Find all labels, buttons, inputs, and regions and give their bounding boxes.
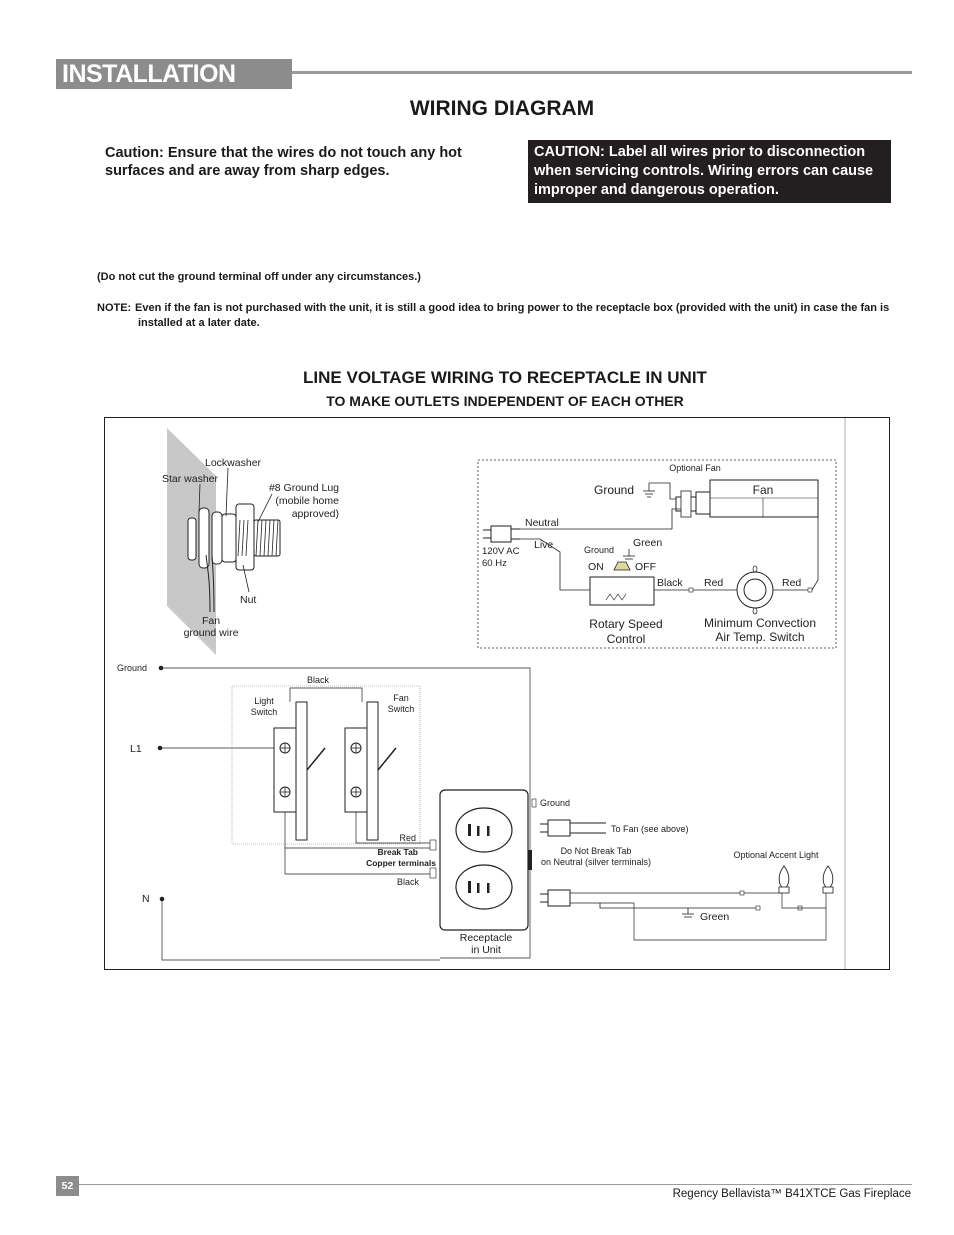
receptacle-icon — [430, 790, 536, 930]
fan-plug-icon — [540, 820, 606, 836]
accent-plug-icon — [540, 890, 570, 906]
star-washer-label: Star washer — [162, 473, 219, 485]
black-bottom-label: Black — [396, 877, 419, 887]
ground-lug-label-2: (mobile home — [275, 495, 339, 507]
optional-fan-label: Optional Fan — [669, 463, 721, 473]
rotary-label-2: Control — [606, 632, 646, 646]
neutral-label: Neutral — [525, 517, 559, 529]
page-number: 52 — [56, 1176, 79, 1196]
note-label: NOTE: — [97, 302, 132, 314]
ground-top-label: Ground — [594, 483, 635, 497]
accent-light-bulb-icon — [779, 866, 833, 893]
volt-label: 120V AC — [482, 546, 520, 557]
ground-lug-label: #8 Ground Lug — [268, 482, 339, 494]
fan-unit — [676, 480, 818, 517]
fan-switch-label-2: Switch — [387, 704, 415, 714]
do-not-break-label-2: on Neutral (silver terminals) — [540, 857, 652, 867]
ground-note: (Do not cut the ground terminal off under any circumstances.) — [97, 271, 421, 283]
light-switch-label: Light — [254, 696, 274, 706]
diagram-subtitle: TO MAKE OUTLETS INDEPENDENT OF EACH OTHER — [326, 393, 684, 409]
fan-switch-label: Fan — [393, 693, 409, 703]
copper-terminals-label: Copper terminals — [366, 858, 436, 868]
caution-box: CAUTION: Label all wires prior to disconnection when servicing controls. Wiring errors can cause improper and dangerous operation. — [528, 140, 891, 203]
optional-accent-label: Optional Accent Light — [733, 850, 819, 860]
power-plug-icon — [483, 526, 520, 542]
ground-small-label: Ground — [584, 545, 615, 555]
on-label: ON — [588, 561, 604, 573]
live-label: Live — [534, 539, 554, 551]
footer-rule — [79, 1184, 912, 1185]
light-switch-icon — [274, 702, 325, 840]
rotary-label: Rotary Speed — [589, 617, 663, 631]
receptacle-label-2: in Unit — [471, 944, 501, 956]
diagram-title: LINE VOLTAGE WIRING TO RECEPTACLE IN UNIT — [303, 368, 707, 387]
min-convection-label-2: Air Temp. Switch — [715, 630, 805, 644]
do-not-break-label: Do Not Break Tab — [560, 846, 632, 856]
caution-text: Caution: Ensure that the wires do not touch any hot surfaces and are away from sharp edges. — [105, 145, 462, 179]
section-title: INSTALLATION — [56, 59, 292, 89]
red-label-1: Red — [704, 577, 724, 589]
black-switch-label: Black — [306, 675, 330, 685]
break-tab-label: Break Tab — [377, 847, 418, 857]
receptacle-label: Receptacle — [459, 932, 513, 944]
note-body: Even if the fan is not purchased with the unit, it is still a good idea to bring power to the receptacle box (provided with the unit) in case the fan is installed at a later date. — [135, 302, 890, 329]
l1-label: L1 — [130, 743, 142, 755]
ground-lug-label-3: approved) — [291, 508, 339, 520]
red-bottom-label: Red — [399, 833, 416, 843]
min-convection-label: Minimum Convection — [703, 616, 817, 630]
off-label: OFF — [635, 561, 656, 573]
n-label: N — [142, 893, 150, 905]
page-title: WIRING DIAGRAM — [409, 97, 595, 120]
black-top-label: Black — [657, 577, 683, 589]
green-top-label: Green — [633, 537, 663, 549]
red-label-2: Red — [782, 577, 802, 589]
footer-product: Regency Bellavista™ B41XTCE Gas Fireplace — [672, 1188, 911, 1200]
fan-ground-label: Fan — [201, 615, 221, 627]
hz-label: 60 Hz — [482, 558, 507, 569]
fan-ground-label-2: ground wire — [183, 627, 239, 639]
ground-recept-label: Ground — [540, 798, 571, 808]
fan-label: Fan — [752, 483, 774, 497]
ground-left-label: Ground — [117, 663, 148, 673]
lockwasher-label: Lockwasher — [205, 457, 262, 469]
fan-switch-icon — [345, 702, 396, 840]
to-fan-label: To Fan (see above) — [611, 824, 689, 834]
convection-switch-icon — [737, 566, 773, 614]
nut-label: Nut — [240, 594, 257, 606]
ground-symbol-icon — [643, 483, 676, 499]
light-switch-label-2: Switch — [250, 707, 278, 717]
green-bottom-label: Green — [700, 911, 730, 923]
